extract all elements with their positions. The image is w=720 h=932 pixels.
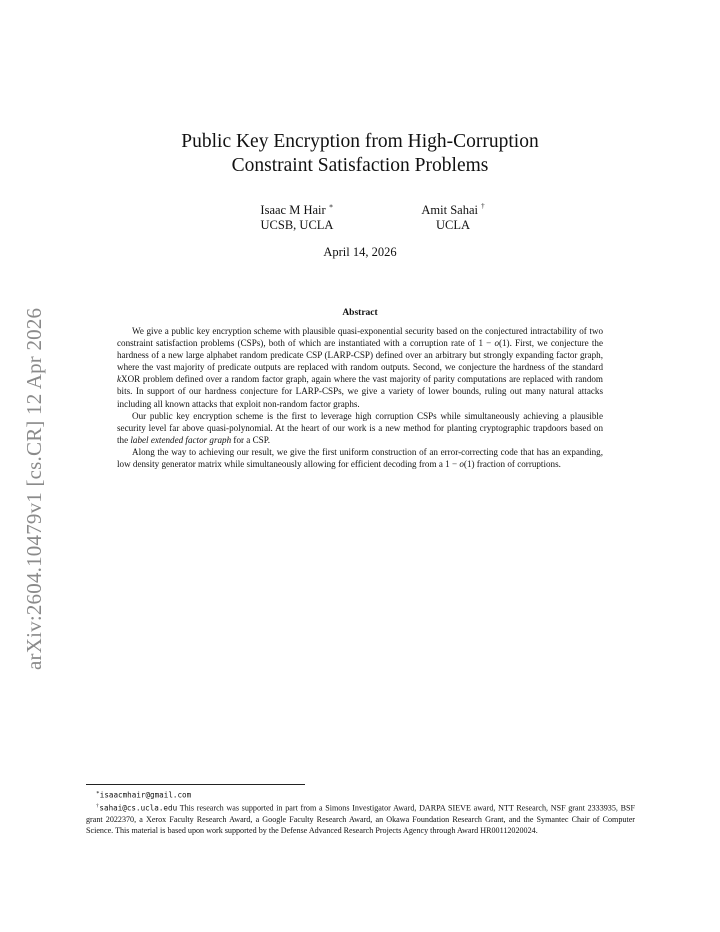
abstract-heading: Abstract (342, 308, 378, 318)
author-1 (222, 200, 372, 233)
author-1-footnote-mark[interactable]: ∗ (328, 202, 334, 210)
author-2-name: Amit Sahai (421, 203, 478, 218)
math-part: (1) (463, 459, 475, 470)
abstract-text: XOR problem defined over a random factor graph, again where the vast majority of parity computations are replaced with random bits. In support of our hardness conjecture for LARP-CSPs, we give a variety of lower bounds, ruling out many natural attacks including all known attacks that exploit non-random factor graphs. (117, 374, 603, 409)
author-2-footnote-mark[interactable]: † (481, 202, 485, 210)
title-line-2: Constraint Satisfaction Problems (231, 155, 489, 176)
abstract-emphasis: label extended factor graph (130, 434, 232, 445)
author-1-name: Isaac M Hair (260, 203, 326, 218)
abstract-paragraph-2 (117, 410, 603, 446)
math-expression (478, 338, 509, 348)
math-part: (1) (498, 338, 510, 349)
author-block (0, 200, 720, 234)
math-part: 1 − (478, 338, 495, 349)
abstract-text: Our public key encryption scheme is the first to leverage high corruption CSPs while simultaneously achieving a plausible security level far above quasi-polynomial. At the heart of our work is a new method for planting cryptographic trapdoors based on the (117, 410, 603, 445)
paper-title (120, 130, 600, 178)
author-1-affiliation: UCSB, UCLA (260, 218, 334, 233)
footnote-2-email-link[interactable]: sahai@cs.ucla.edu (99, 803, 178, 813)
footnotes (86, 788, 635, 836)
footnote-2-mark: † (96, 802, 100, 809)
author-2 (378, 200, 528, 233)
footnote-1-mark: ∗ (96, 790, 100, 796)
abstract-text: for a CSP. (231, 434, 271, 445)
abstract-text: Along the way to achieving our result, we give the first uniform construction of an error-correcting code that has an expanding, low density generator matrix while simultaneously allowing for efficient decoding from a (117, 446, 603, 470)
footnote-divider (86, 784, 305, 785)
paper-date: April 14, 2026 (323, 245, 397, 259)
abstract-text: . First, we conjecture the hardness of a new large alphabet random predicate CSP (LARP-CSP) defined over an arbitrary but strongly expanding factor graph, where the vast majority of predicate outputs are replaced with random outputs. Second, we conjecture the hardness of the standard (117, 338, 603, 373)
abstract-body (117, 325, 603, 470)
footnote-1 (86, 788, 635, 801)
footnote-1-email-link[interactable]: isaacmhair@gmail.com (99, 790, 192, 800)
arxiv-identifier-stamp: arXiv:2604.10479v1 [cs.CR] 12 Apr 2026 (22, 307, 46, 670)
footnote-2 (86, 801, 635, 836)
author-2-affiliation: UCLA (435, 218, 471, 233)
math-part: o (459, 459, 464, 470)
math-variable-k: k (117, 374, 122, 385)
math-part: 1 − (445, 459, 460, 470)
footnote-2-text: This research was supported in part from a Simons Investigator Award, DARPA SIEVE award, NTT Research, NSF grant 2333935, BSF grant 2022370, a Xerox Faculty Research Award, a Google Faculty Research Award, an Okawa Foundation Research Grant, and the Symantec Chair of Computer Science. This material is based upon work supported by the Defense Advanced Research Projects Agency through Award HR00112020024. (86, 803, 636, 835)
abstract-paragraph-1 (117, 325, 603, 410)
math-part: o (494, 338, 499, 349)
title-line-1: Public Key Encryption from High-Corruption (181, 131, 539, 152)
abstract-text: fraction of corruptions. (474, 459, 561, 470)
abstract-text: We give a public key encryption scheme with plausible quasi-exponential security based on the conjectured intractability of two constraint satisfaction problems (CSPs), both of which are instantiated with a corruption rate of (117, 326, 603, 349)
math-expression (445, 459, 474, 469)
abstract-paragraph-3 (117, 446, 603, 470)
